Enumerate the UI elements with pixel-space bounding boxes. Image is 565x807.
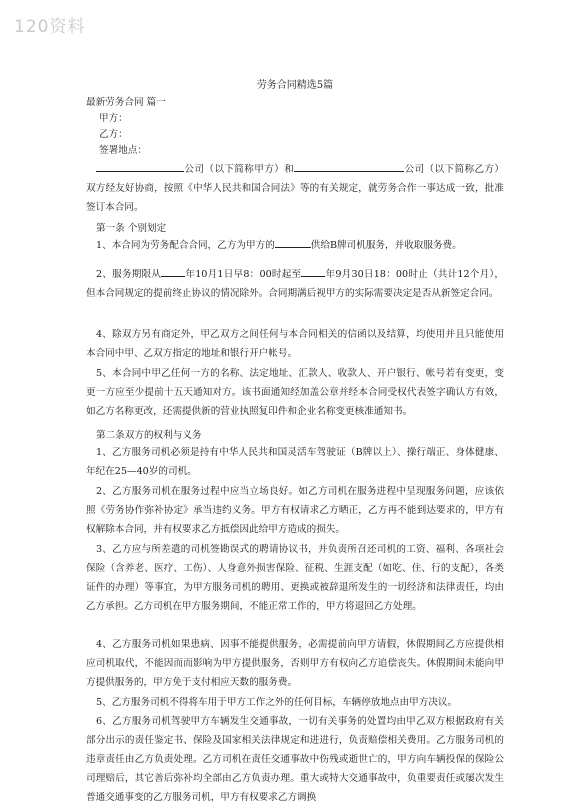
article-1-clause-4: 4、除双方另有商定外，甲乙双方之间任何与本合同相关的信函以及结算，均使用并且只能使用本合同中甲、乙双方指定的地址和银行开户帐号。 <box>86 329 504 359</box>
clause-2-c: 年9月30日18：00时止（共计12个月），但本合同规定的提前终止协议的情况除外。合同期满后视甲方的实际需要决定是否从新签定合同。 <box>86 269 505 299</box>
intro-end-text: 公司（以下简称乙方）双方经友好协商，按照《中华人民共和国合同法》等的有关规定，就劳务合作一事达成一致，批准签订本合同。 <box>86 164 505 213</box>
article-2-clause-3: 3、乙方应与所差遣的司机签勘误式的聘请协议书，并负责所召还司机的工资、福利、各项社会保险（含养老、医疗、工伤）、人身意外损害保险、征税、生涯支配（如吃、住、行的支配），各类证件的办理）等事宜，为甲方服务司机的聘用、更换或被辞退所发生的一切经济和法律责任，均由乙方承担。乙方司机在甲方服务期间，不能正常工作的，甲方将退回乙方处理。 <box>86 544 504 612</box>
company-a-blank <box>96 160 184 172</box>
clause-1-pre: 1、本合同为劳务配合合同，乙方为甲方的 <box>96 240 275 251</box>
article-2-clause-6: 6、乙方服务司机驾驶甲方车辆发生交通事故，一切有关事务的处置均由甲乙双方根据政府有关部分出示的责任鉴定书、保险及国家相关法律规定和进进行，负责赔偿相关费用。乙方服务司机的违章责任由乙方负责处理。乙方司机在责任交通事故中伤残或逝世亡的，甲方向车辆投保的保险公司理赔后，其它善后弥补均全部由乙方负责办理。重大或特大交通事故中，负重要责任或屡次发生普通交通事变的乙方服务司机，甲方有权要求乙方调换 <box>86 716 504 803</box>
clause-2-b: 年10月1日早8：00时起至 <box>185 269 302 280</box>
article-2-clause-4: 4、乙方服务司机如果患病、因事不能提供服务，必需提前向甲方请假，休假期间乙方应提供相应司机取代，不能因而而影响为甲方提供服务，否则甲方有权向乙方追偿丧失。休假期间未能向甲方提供服务的，甲方免于支付相应天数的服务费。 <box>86 639 504 688</box>
article-2-title: 第二条双方的权利与义务 <box>96 430 202 441</box>
section-subtitle: 最新劳务合同 篇一 <box>86 97 166 108</box>
article-1-clause-2 <box>86 265 504 303</box>
year-end-blank <box>301 265 325 277</box>
party-a-label: 甲方： <box>99 113 128 124</box>
clause-1-post: 供给B牌司机服务，并收取服务费。 <box>310 240 462 251</box>
service-blank <box>275 236 311 248</box>
year-start-blank <box>161 265 185 277</box>
sign-place-label: 签署地点： <box>99 145 147 156</box>
company-b-blank <box>294 160 404 172</box>
article-1-title: 第一条 个别划定 <box>96 223 167 234</box>
intro-paragraph <box>86 160 504 217</box>
article-2-clause-2: 2、乙方服务司机在服务过程中应当立场良好。如乙方司机在服务进程中呈现服务问题，应该依照《劳务协作弥补协定》承当违约义务。甲方有权请求乙方晒正，乙方再不能到达要求的，甲方有权解除本合同，并有权要求乙方抵偿因此给甲方造成的损失。 <box>86 486 504 535</box>
article-1-clause-1 <box>86 236 504 255</box>
watermark-logo: 120资料 <box>14 17 86 37</box>
article-2-clause-5: 5、乙方服务司机不得将车用于甲方工作之外的任何目标，车辆停放地点由甲方决议。 <box>96 697 458 708</box>
clause-2-a: 2、服务期限从 <box>96 269 162 280</box>
article-1-clause-5: 5、本合同中甲乙任何一方的名称、法定地址、汇款人、收款人、开户银行、帐号若有变更，变更一方应至少提前十五天通知对方。该书面通知经加盖公章并经本合同受权代表签字确认方有效，如乙方名称更改，还需提供新的营业执照复印件和企业名称变更核准通知书。 <box>86 368 504 417</box>
party-b-label: 乙方： <box>99 129 128 140</box>
document-title: 劳务合同精选5篇 <box>256 80 334 91</box>
article-2-clause-1: 1、乙方服务司机必须是持有中华人民共和国灵活车驾驶证（B牌以上）、操行端正、身体健康、年纪在25—40岁的司机。 <box>86 447 504 477</box>
intro-mid-text: 公司（以下简称甲方）和 <box>184 164 295 175</box>
